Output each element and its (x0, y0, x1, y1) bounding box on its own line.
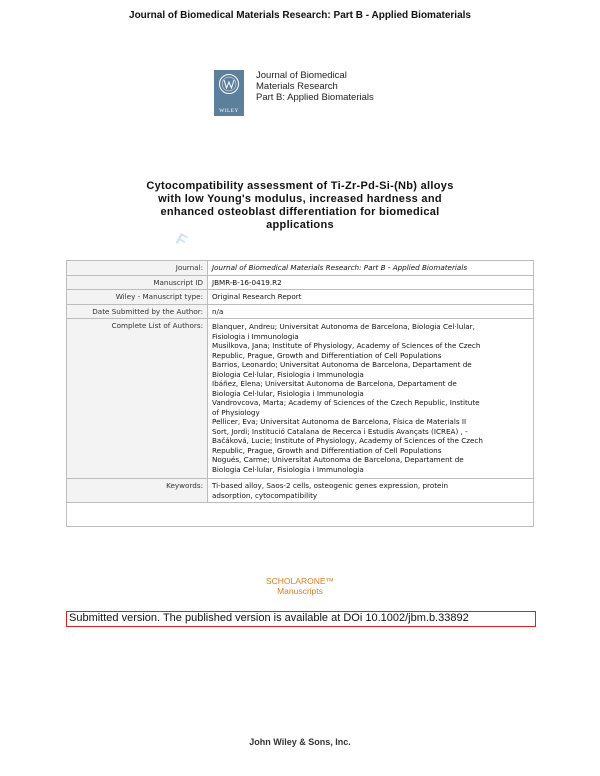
logo-line-1: Journal of Biomedical (256, 70, 347, 81)
article-title (120, 180, 480, 232)
date-submitted-value: n/a (208, 304, 534, 319)
row-date-submitted (67, 304, 534, 319)
wiley-emblem-icon (218, 73, 240, 95)
scholarone-logo (0, 576, 600, 596)
journal-value: Journal of Biomedical Materials Research: Part B - Applied Biomaterials (208, 261, 534, 276)
journal-label: Journal: (67, 261, 208, 276)
logo-journal-name (256, 70, 374, 103)
author-line: Sort, Jordi; Institució Catalana de Recerca i Estudis Avançats (ICREA) , - (212, 426, 468, 436)
keywords-line: adsorption, cytocompatibility (212, 490, 318, 500)
row-keywords (67, 479, 534, 503)
author-line: Musilkova, Jana; Institute of Physiology, Academy of Sciences of the Czech (212, 341, 481, 350)
author-line: Bačáková, Lucie; Institute of Physiology, Academy of Sciences of the Czech (212, 436, 483, 445)
author-line: Biologia Cel·lular, Fisiologia i Immunologia (212, 464, 364, 474)
watermark: F (172, 230, 190, 251)
keywords-value (208, 479, 534, 503)
row-manuscript-type (67, 290, 534, 305)
author-line: Fisiologia i Immunologia (212, 331, 299, 341)
logo-line-3: Part B: Applied Biomaterials (256, 92, 374, 103)
author-line: Republic, Prague, Growth and Differentiation of Cell Populations (212, 445, 442, 455)
title-line-4: applications (266, 219, 334, 231)
submitted-version-notice: Submitted version. The published version is available at DOi 10.1002/jbm.b.33892 (66, 611, 536, 627)
row-authors (67, 319, 534, 479)
row-blank (67, 503, 534, 527)
row-journal (67, 261, 534, 276)
wiley-logo (214, 70, 244, 116)
author-line: Barrios, Leonardo; Universitat Autonoma de Barcelona, Departament de (212, 360, 472, 369)
row-manuscript-id (67, 275, 534, 290)
scholarone-brand: SCHOLARONE™ (265, 576, 334, 586)
authors-value (208, 319, 534, 479)
author-line: Biologia Cel·lular, Fisiologia i Immunologia (212, 388, 364, 398)
title-line-2: with low Young's modulus, increased hardness and (158, 193, 442, 205)
date-submitted-label: Date Submitted by the Author: (67, 304, 208, 319)
author-line: of Physiology (212, 407, 260, 417)
logo-line-2: Materials Research (256, 81, 338, 92)
keywords-label: Keywords: (67, 479, 208, 503)
manuscript-metadata-table (66, 260, 534, 527)
author-line: Vandrovcova, Marta; Academy of Sciences of the Czech Republic, Institute (212, 398, 480, 407)
blank-cell (67, 503, 534, 527)
author-line: Pellicer, Eva; Universitat Autonoma de Barcelona, Física de Materials II (212, 417, 467, 426)
keywords-line: Ti-based alloy, Saos-2 cells, osteogenic genes expression, protein (212, 481, 449, 490)
author-line: Nogués, Carme; Universitat Autonoma de Barcelona, Departament de (212, 455, 464, 464)
manuscript-id-label: Manuscript ID (67, 275, 208, 290)
wiley-wordmark: WILEY (219, 108, 239, 114)
author-line: Ibáñez, Elena; Universitat Autonoma de Barcelona, Departament de (212, 379, 457, 388)
scholarone-sub: Manuscripts (277, 586, 323, 596)
manuscript-type-label: Wiley - Manuscript type: (67, 290, 208, 305)
title-line-1: Cytocompatibility assessment of Ti-Zr-Pd-Si-(Nb) alloys (146, 180, 454, 192)
authors-label: Complete List of Authors: (67, 319, 208, 479)
author-line: Biologia Cel·lular, Fisiologia i Immunologia (212, 369, 364, 379)
author-line: Republic, Prague, Growth and Differentiation of Cell Populations (212, 350, 442, 360)
journal-header: Journal of Biomedical Materials Research: Part B - Applied Biomaterials (129, 10, 471, 21)
publisher-footer: John Wiley & Sons, Inc. (249, 737, 351, 747)
author-line: Blanquer, Andreu; Universitat Autonoma de Barcelona, Biologia Cel·lular, (212, 322, 475, 331)
title-line-3: enhanced osteoblast differentiation for biomedical (160, 206, 440, 218)
journal-logo (214, 70, 374, 116)
manuscript-id-value: JBMR-B-16-0419.R2 (208, 275, 534, 290)
manuscript-type-value: Original Research Report (208, 290, 534, 305)
